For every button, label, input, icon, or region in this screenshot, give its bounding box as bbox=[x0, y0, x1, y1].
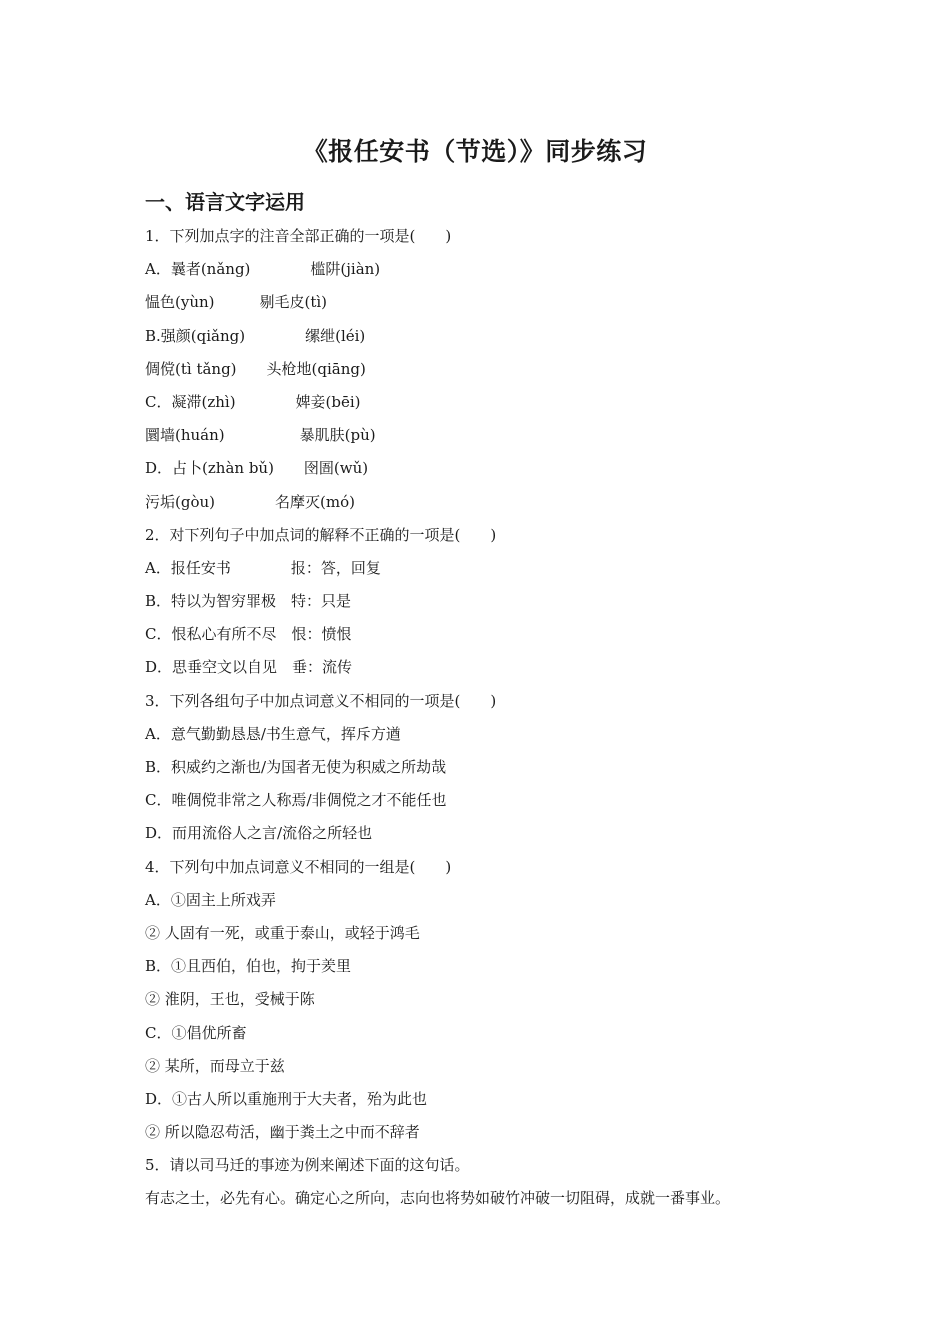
question-2-stem: 2．对下列句子中加点词的解释不正确的一项是( ) bbox=[145, 525, 497, 544]
question-1-option-a-cont: 愠色(yùn) 剔毛皮(tì) bbox=[145, 293, 328, 312]
question-4-option-d-1: D．①古人所以重施刑于大夫者，殆为此也 bbox=[145, 1089, 428, 1108]
question-4-option-b-2: ② 淮阴，王也，受械于陈 bbox=[145, 990, 315, 1009]
question-2-option-a: A．报任安书 报：答，回复 bbox=[145, 558, 381, 577]
question-4-stem: 4．下列句中加点词意义不相同的一组是( ) bbox=[145, 857, 452, 876]
section-heading: 一、语言文字运用 bbox=[145, 190, 305, 214]
question-1-option-c: C．凝滞(zhì) 婢妾(bēi) bbox=[145, 392, 361, 411]
question-1-option-c-cont: 圜墙(huán) 暴肌肤(pù) bbox=[145, 426, 376, 445]
question-4-option-a-1: A．①固主上所戏弄 bbox=[145, 890, 276, 909]
question-2-option-b: B．特以为智穷罪极 特：只是 bbox=[145, 592, 352, 611]
question-1-stem: 1．下列加点字的注音全部正确的一项是( ) bbox=[145, 227, 452, 245]
question-3-option-a: A．意气勤勤恳恳/书生意气，挥斥方遒 bbox=[145, 724, 401, 743]
question-5-quote: 有志之士，必先有心。确定心之所向，志向也将势如破竹冲破一切阻碍，成就一番事业。 bbox=[145, 1189, 731, 1208]
question-4-option-a-2: ② 人固有一死，或重于泰山，或轻于鸿毛 bbox=[145, 923, 420, 942]
question-4-option-b-1: B．①且西伯，伯也，拘于羑里 bbox=[145, 957, 352, 976]
question-5-stem: 5．请以司马迁的事迹为例来阐述下面的这句话。 bbox=[145, 1156, 470, 1175]
question-2-option-d: D．思垂空文以自见 垂：流传 bbox=[145, 658, 353, 677]
question-1-option-d-cont: 污垢(gòu) 名摩灭(mó) bbox=[145, 492, 355, 511]
question-3-option-d: D．而用流俗人之言/流俗之所轻也 bbox=[145, 824, 373, 843]
question-1-option-d: D．占卜(zhàn bǔ) 囹圄(wǔ) bbox=[145, 459, 369, 478]
question-4-option-c-2: ② 某所，而母立于兹 bbox=[145, 1056, 285, 1075]
question-4-option-c-1: C．①倡优所畜 bbox=[145, 1023, 247, 1042]
question-1-option-a: A．曩者(nǎng) 槛阱(jiàn) bbox=[145, 260, 381, 279]
question-1-option-b: B.强颜(qiǎng) 缧绁(léi) bbox=[145, 326, 366, 345]
question-2-option-c: C．恨私心有所不尽 恨：愤恨 bbox=[145, 625, 352, 644]
question-3-option-b: B．积威约之渐也/为国者无使为积威之所劫哉 bbox=[145, 758, 447, 776]
question-1-option-b-cont: 倜傥(tì tǎng) 头枪地(qiāng) bbox=[145, 359, 366, 378]
question-3-stem: 3．下列各组句子中加点词意义不相同的一项是( ) bbox=[145, 691, 497, 710]
question-4-option-d-2: ② 所以隐忍苟活，幽于粪土之中而不辞者 bbox=[145, 1123, 420, 1142]
question-3-option-c: C．唯倜傥非常之人称焉/非倜傥之才不能任也 bbox=[145, 791, 447, 810]
question-list bbox=[145, 226, 825, 1222]
document-title: 《报任安书（节选）》同步练习 bbox=[302, 137, 648, 166]
